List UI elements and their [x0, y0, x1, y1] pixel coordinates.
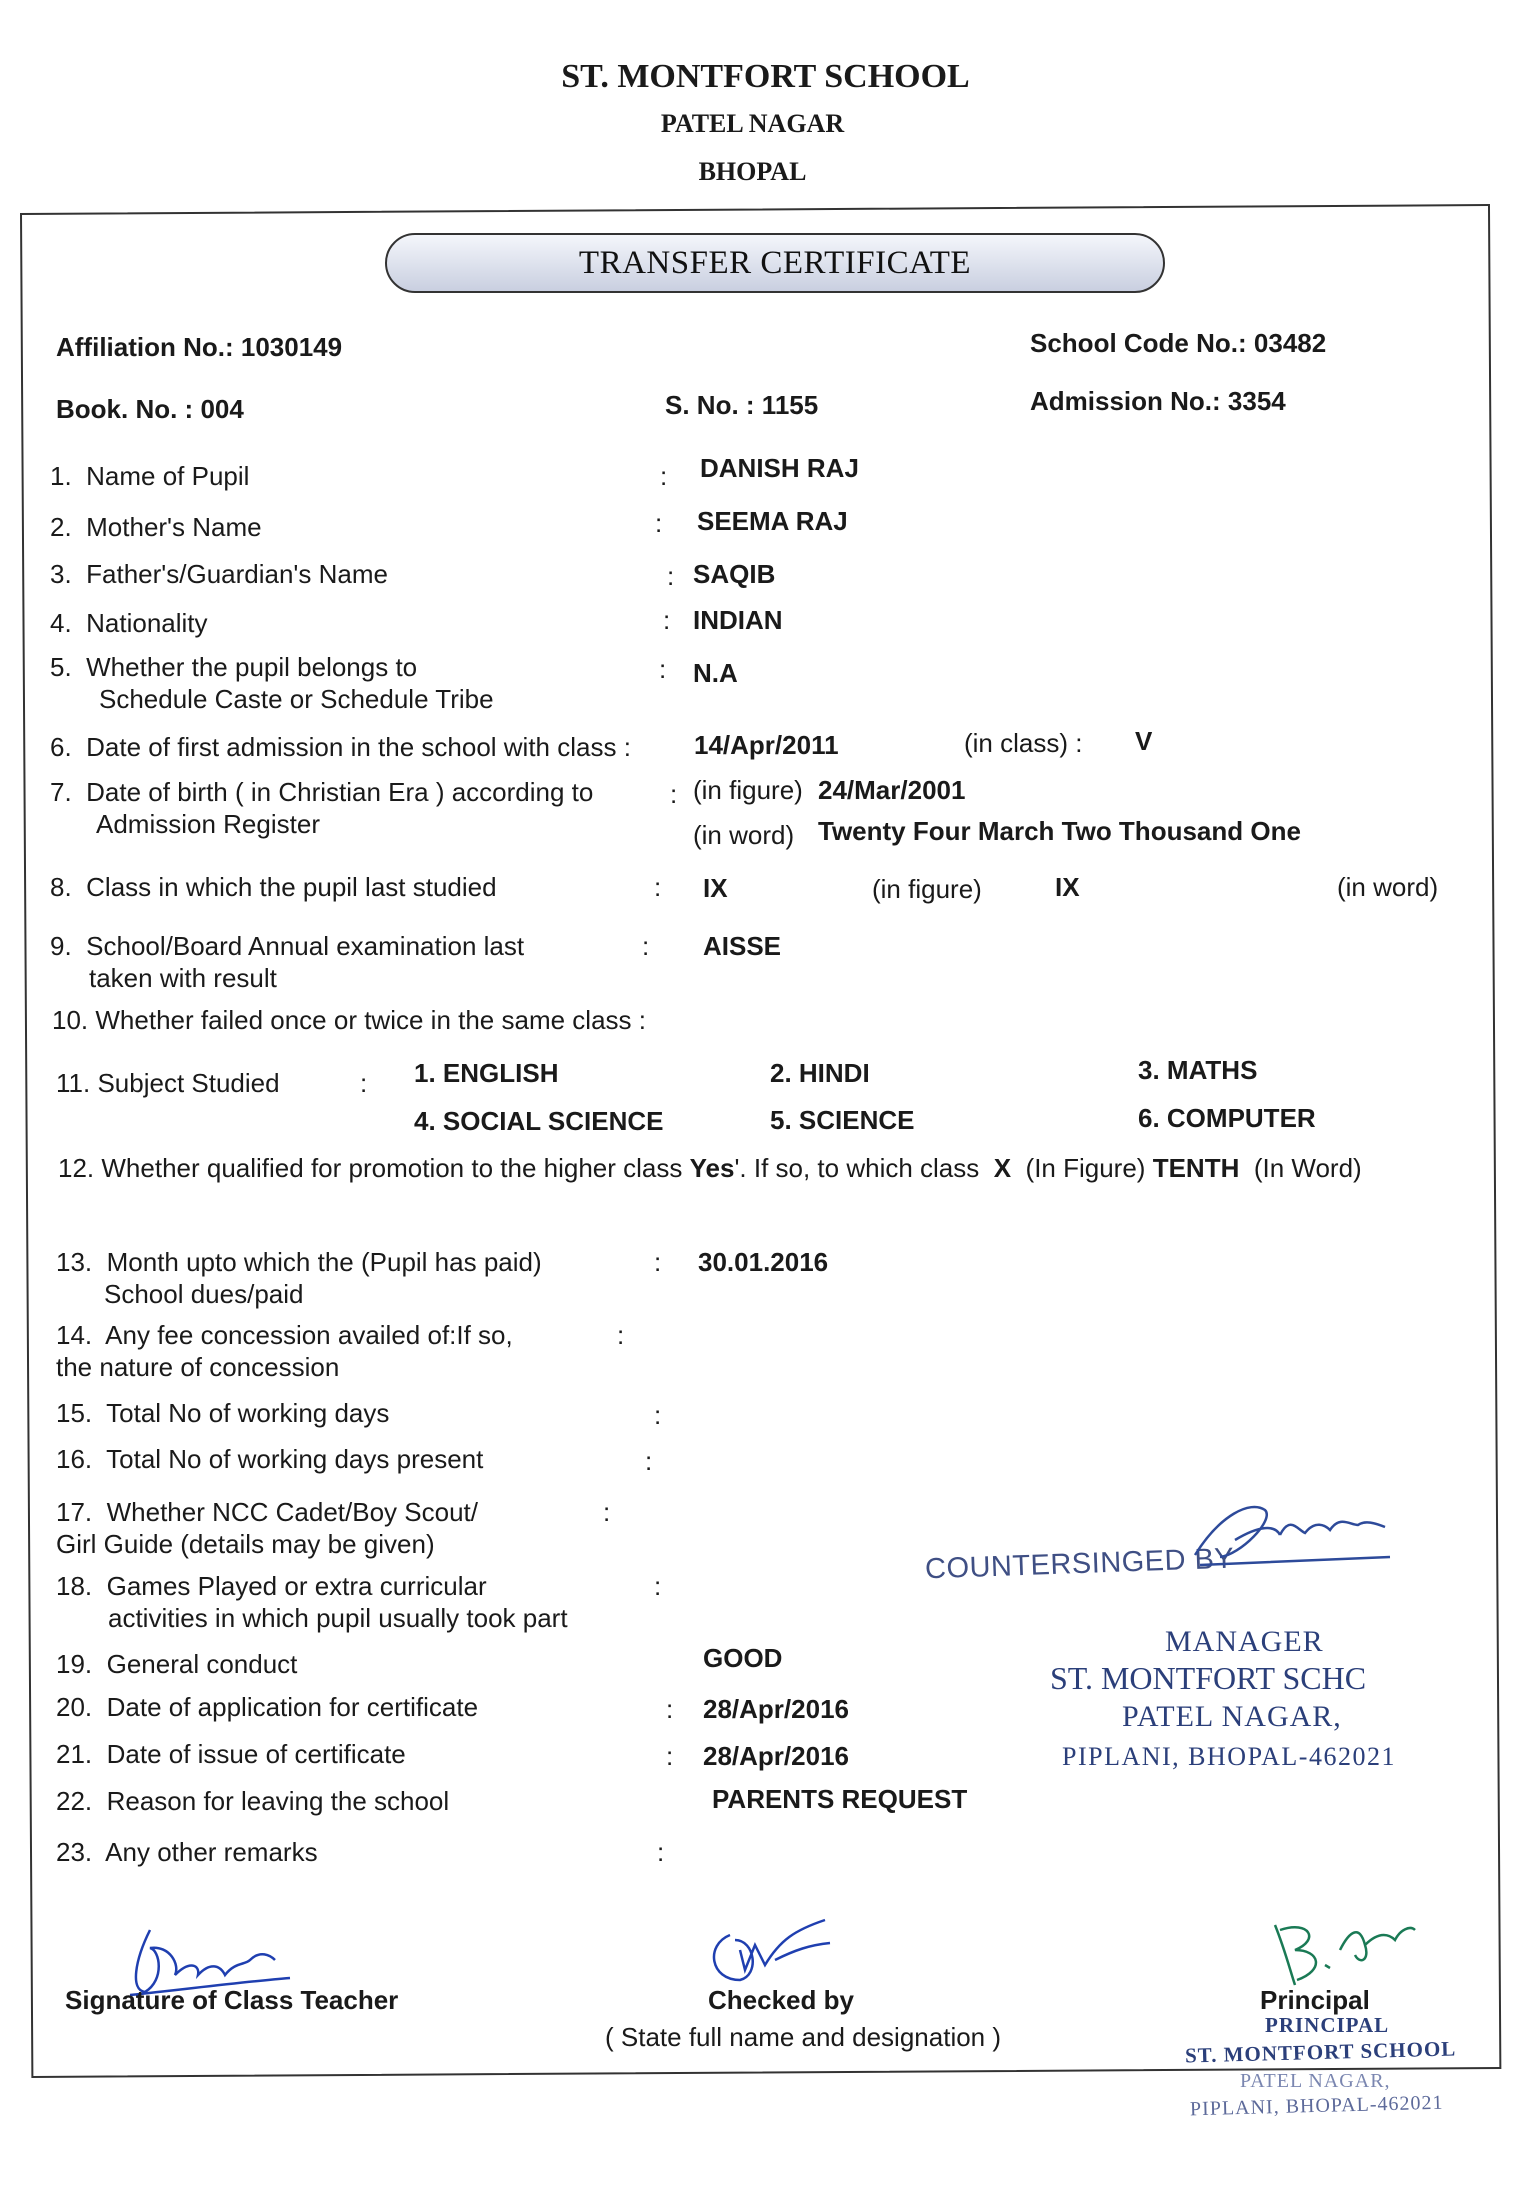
- checked-by-label: Checked by: [708, 1985, 854, 2015]
- field-12-class-fig: X: [993, 1153, 1012, 1183]
- school-line2: PATEL NAGAR: [660, 109, 845, 138]
- subject-1: 1. ENGLISH: [414, 1058, 559, 1088]
- field-15-label: 15. Total No of working days: [56, 1398, 390, 1428]
- school-name: ST. MONTFORT SCHOOL: [561, 58, 970, 95]
- field-8-word-label: (in word): [1337, 872, 1439, 902]
- field-5-colon: :: [659, 654, 667, 684]
- subject-2: 2. HINDI: [770, 1058, 870, 1088]
- field-7-word-label: (in word): [693, 820, 795, 850]
- field-4-colon: :: [663, 605, 671, 635]
- field-9-label: 9. School/Board Annual examination last: [50, 931, 525, 961]
- field-7-colon: :: [670, 779, 678, 809]
- field-13-label: 13. Month upto which the (Pupil has paid): [56, 1247, 542, 1277]
- field-23-colon: :: [657, 1837, 665, 1867]
- sno-value: 1155: [761, 390, 819, 420]
- field-12-answer: Yes: [689, 1153, 735, 1183]
- field-2-colon: :: [655, 508, 663, 538]
- field-3-colon: :: [667, 561, 675, 591]
- book-no: [56, 394, 244, 425]
- field-12-class-word: TENTH: [1152, 1153, 1240, 1183]
- principal-stamp-title: PRINCIPAL: [1265, 2013, 1390, 2037]
- subject-4: 4. SOCIAL SCIENCE: [414, 1106, 664, 1136]
- field-9-value: AISSE: [703, 931, 782, 961]
- field-4-value: INDIAN: [693, 605, 783, 635]
- field-20-value: 28/Apr/2016: [703, 1694, 849, 1724]
- field-11-label: 11. Subject Studied: [56, 1068, 280, 1098]
- manager-stamp-address1: PATEL NAGAR,: [1122, 1700, 1342, 1733]
- field-6-class-label: (in class) :: [964, 728, 1083, 758]
- field-19-value: GOOD: [703, 1643, 783, 1673]
- class-teacher-label: Signature of Class Teacher: [65, 1985, 399, 2015]
- certificate-title-banner: [385, 233, 1165, 293]
- manager-signature: [1180, 1495, 1400, 1575]
- admission-no: [1030, 386, 1286, 417]
- field-8-value-word: IX: [1055, 872, 1080, 902]
- field-17-colon: :: [603, 1497, 611, 1527]
- manager-stamp-address2: PIPLANI, BHOPAL-462021: [1062, 1742, 1396, 1771]
- checked-by-signature: [700, 1915, 840, 1990]
- field-1-label: 1. Name of Pupil: [50, 461, 250, 491]
- field-13-value: 30.01.2016: [698, 1247, 829, 1277]
- manager-stamp-school: ST. MONTFORT SCHC: [1050, 1660, 1367, 1696]
- field-1-colon: :: [660, 461, 668, 491]
- field-7-label: 7. Date of birth ( in Christian Era ) according to: [50, 777, 594, 807]
- affiliation-value: 1030149: [240, 332, 343, 362]
- field-18-label: 18. Games Played or extra curricular: [56, 1571, 487, 1601]
- field-2-label: 2. Mother's Name: [50, 512, 262, 542]
- field-6-value: 14/Apr/2011: [694, 730, 839, 760]
- field-21-value: 28/Apr/2016: [703, 1741, 849, 1771]
- field-20-colon: :: [666, 1694, 674, 1724]
- field-7-fig-value: 24/Mar/2001: [818, 775, 966, 805]
- principal-signature: [1265, 1910, 1425, 1990]
- field-8-colon: :: [654, 872, 662, 902]
- serial-no: [665, 390, 818, 421]
- field-3-label: 3. Father's/Guardian's Name: [50, 559, 388, 589]
- manager-stamp-title: MANAGER: [1165, 1625, 1324, 1658]
- book-label: Book. No. :: [56, 394, 194, 424]
- school-code-label: School Code No.:: [1030, 328, 1247, 358]
- countersigned-by-stamp: COUNTERSINGED BY: [924, 1542, 1235, 1586]
- field-4-label: 4. Nationality: [50, 608, 208, 638]
- field-21-label: 21. Date of issue of certificate: [56, 1739, 406, 1769]
- field-6-label: 6. Date of first admission in the school with class :: [50, 732, 631, 762]
- field-18-colon: :: [654, 1571, 662, 1601]
- field-17-label2: Girl Guide (details may be given): [56, 1529, 435, 1559]
- field-9-colon: :: [642, 931, 650, 961]
- field-9-label2: taken with result: [89, 963, 277, 993]
- field-13-label2: School dues/paid: [104, 1279, 304, 1309]
- field-20-label: 20. Date of application for certificate: [56, 1692, 479, 1722]
- checked-by-note: ( State full name and designation ): [605, 2022, 1002, 2052]
- field-11-colon: :: [360, 1068, 368, 1098]
- principal-label: Principal: [1260, 1985, 1370, 2015]
- field-10-label: 10. Whether failed once or twice in the same class :: [52, 1005, 646, 1035]
- field-21-colon: :: [666, 1741, 674, 1771]
- field-7-label2: Admission Register: [96, 809, 320, 839]
- field-16-colon: :: [645, 1446, 653, 1476]
- field-5-label2: Schedule Caste or Schedule Tribe: [99, 684, 494, 714]
- field-1-value: DANISH RAJ: [700, 453, 859, 483]
- book-value: 004: [200, 394, 244, 424]
- field-17-label: 17. Whether NCC Cadet/Boy Scout/: [56, 1497, 478, 1527]
- field-16-label: 16. Total No of working days present: [56, 1444, 484, 1474]
- principal-stamp-address1: PATEL NAGAR,: [1240, 2070, 1391, 2092]
- field-7-fig-label: (in figure): [693, 775, 803, 805]
- subject-5: 5. SCIENCE: [770, 1105, 915, 1135]
- field-12-line: 12. Whether qualified for promotion to the higher class Yes'. If so, to which class X (In Figure) TENTH (In Word): [58, 1153, 1362, 1183]
- school-line3: BHOPAL: [698, 157, 807, 186]
- field-7-word-value: Twenty Four March Two Thousand One: [818, 816, 1301, 846]
- principal-stamp-address2: PIPLANI, BHOPAL-462021: [1189, 2091, 1444, 2121]
- principal-stamp-school: ST. MONTFORT SCHOOL: [1184, 2036, 1457, 2068]
- admission-value: 3354: [1227, 386, 1286, 416]
- certificate-title: TRANSFER CERTIFICATE: [578, 244, 972, 281]
- field-5-label: 5. Whether the pupil belongs to: [50, 652, 418, 682]
- field-8-fig-label: (in figure): [872, 874, 982, 904]
- affiliation-label: Affiliation No.:: [56, 332, 234, 362]
- field-8-label: 8. Class in which the pupil last studied: [50, 872, 497, 902]
- field-2-value: SEEMA RAJ: [697, 506, 848, 536]
- field-5-value: N.A: [693, 658, 738, 688]
- field-22-label: 22. Reason for leaving the school: [56, 1786, 450, 1816]
- field-3-value: SAQIB: [693, 559, 776, 589]
- school-code-value: 03482: [1253, 328, 1327, 358]
- admission-label: Admission No.:: [1030, 386, 1221, 416]
- field-6-class-value: V: [1135, 726, 1153, 756]
- field-8-value-fig: IX: [703, 873, 728, 903]
- field-15-colon: :: [654, 1400, 662, 1430]
- field-18-label2: activities in which pupil usually took part: [108, 1603, 568, 1633]
- field-14-colon: :: [617, 1320, 625, 1350]
- field-13-colon: :: [654, 1247, 662, 1277]
- school-code: [1030, 328, 1326, 359]
- field-14-label2: the nature of concession: [56, 1352, 340, 1382]
- subject-3: 3. MATHS: [1138, 1055, 1258, 1085]
- field-22-value: PARENTS REQUEST: [712, 1784, 968, 1814]
- field-19-label: 19. General conduct: [56, 1649, 298, 1679]
- field-14-label: 14. Any fee concession availed of:If so,: [56, 1320, 513, 1350]
- affiliation-no: [56, 332, 342, 363]
- subject-6: 6. COMPUTER: [1138, 1103, 1316, 1133]
- field-23-label: 23. Any other remarks: [56, 1837, 318, 1867]
- sno-label: S. No. :: [665, 390, 755, 420]
